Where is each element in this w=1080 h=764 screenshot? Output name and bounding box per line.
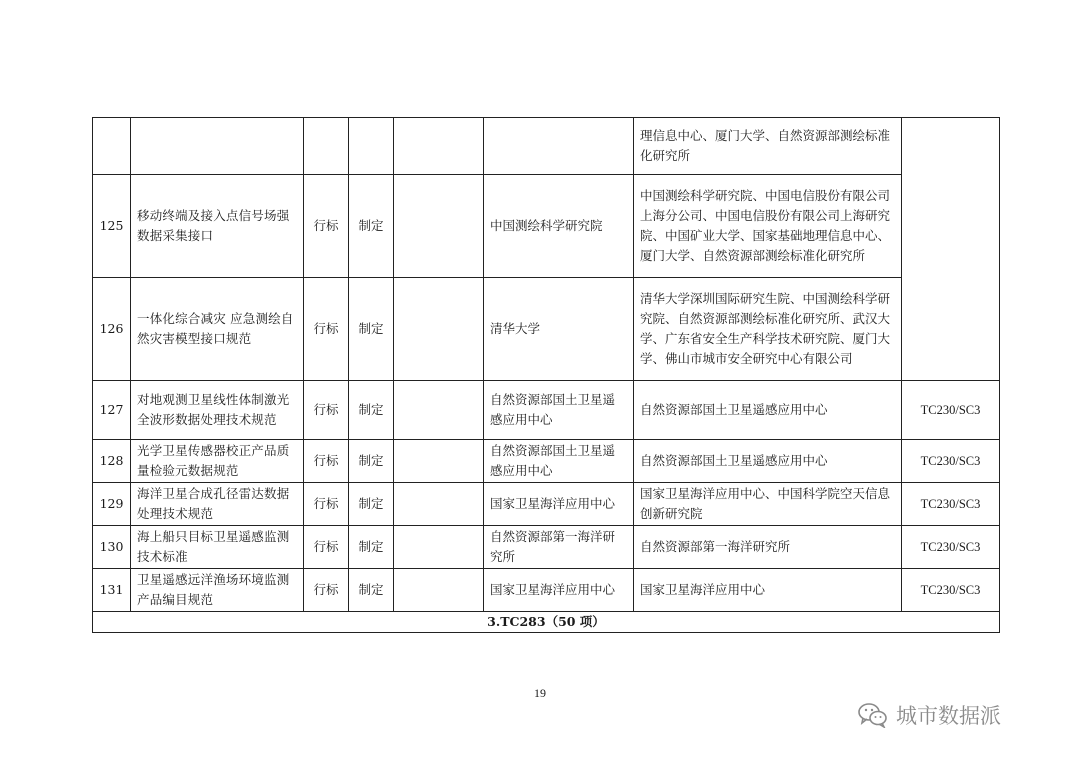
extra-cell	[394, 278, 484, 381]
standard-level: 行标	[304, 440, 349, 483]
committee-code: TC230/SC3	[902, 569, 1000, 612]
row-number: 125	[93, 175, 131, 278]
standard-name: 对地观测卫星线性体制激光全波形数据处理技术规范	[131, 381, 304, 440]
standard-level: 行标	[304, 569, 349, 612]
work-type: 制定	[349, 569, 394, 612]
lead-organization: 自然资源部第一海洋研究所	[484, 526, 634, 569]
table-row	[93, 278, 1000, 381]
standard-level: 行标	[304, 278, 349, 381]
standard-name: 海洋卫星合成孔径雷达数据处理技术规范	[131, 483, 304, 526]
standard-name: 卫星遥感远洋渔场环境监测产品编目规范	[131, 569, 304, 612]
partner-organizations: 清华大学深圳国际研究生院、中国测绘科学研究院、自然资源部测绘标准化研究所、武汉大学、广东省安全生产科学技术研究院、厦门大学、佛山市城市安全研究中心有限公司	[634, 278, 902, 381]
lead-organization: 自然资源部国土卫星遥感应用中心	[484, 440, 634, 483]
extra-cell	[394, 440, 484, 483]
work-type: 制定	[349, 175, 394, 278]
committee-cell	[902, 118, 1000, 381]
work-type: 制定	[349, 483, 394, 526]
extra-cell	[394, 118, 484, 175]
table-row	[93, 381, 1000, 440]
watermark	[858, 700, 1001, 730]
wechat-icon	[858, 702, 888, 728]
table-row	[93, 118, 1000, 175]
row-number: 131	[93, 569, 131, 612]
table-row	[93, 526, 1000, 569]
table-row	[93, 483, 1000, 526]
lead-organization: 国家卫星海洋应用中心	[484, 569, 634, 612]
partner-organizations: 中国测绘科学研究院、中国电信股份有限公司上海分公司、中国电信股份有限公司上海研究院、中国矿业大学、国家基础地理信息中心、厦门大学、自然资源部测绘标准化研究所	[634, 175, 902, 278]
table-row	[93, 569, 1000, 612]
partner-organizations: 自然资源部第一海洋研究所	[634, 526, 902, 569]
standard-name	[131, 118, 304, 175]
partner-organizations: 国家卫星海洋应用中心、中国科学院空天信息创新研究院	[634, 483, 902, 526]
lead-organization: 清华大学	[484, 278, 634, 381]
section-title: 3.TC283（50 项）	[93, 612, 1000, 633]
standard-level: 行标	[304, 381, 349, 440]
lead-organization	[484, 118, 634, 175]
row-number: 127	[93, 381, 131, 440]
standard-level	[304, 118, 349, 175]
work-type: 制定	[349, 381, 394, 440]
extra-cell	[394, 569, 484, 612]
work-type	[349, 118, 394, 175]
standard-level: 行标	[304, 483, 349, 526]
row-number	[93, 118, 131, 175]
section-row	[93, 612, 1000, 633]
extra-cell	[394, 483, 484, 526]
lead-organization: 中国测绘科学研究院	[484, 175, 634, 278]
standard-name: 一体化综合减灾 应急测绘自然灾害模型接口规范	[131, 278, 304, 381]
table-row	[93, 175, 1000, 278]
watermark-text: 城市数据派	[896, 704, 1001, 728]
committee-code: TC230/SC3	[902, 440, 1000, 483]
row-number: 126	[93, 278, 131, 381]
extra-cell	[394, 526, 484, 569]
standards-table	[92, 117, 1000, 633]
lead-organization: 自然资源部国土卫星遥感应用中心	[484, 381, 634, 440]
table-row	[93, 440, 1000, 483]
partner-organizations: 理信息中心、厦门大学、自然资源部测绘标准化研究所	[634, 118, 902, 175]
partner-organizations: 自然资源部国土卫星遥感应用中心	[634, 381, 902, 440]
committee-code: TC230/SC3	[902, 483, 1000, 526]
standard-name: 海上船只目标卫星遥感监测技术标准	[131, 526, 304, 569]
standard-name: 光学卫星传感器校正产品质量检验元数据规范	[131, 440, 304, 483]
extra-cell	[394, 381, 484, 440]
lead-organization: 国家卫星海洋应用中心	[484, 483, 634, 526]
committee-code: TC230/SC3	[902, 526, 1000, 569]
page-number: 19	[534, 686, 546, 700]
partner-organizations: 自然资源部国土卫星遥感应用中心	[634, 440, 902, 483]
work-type: 制定	[349, 278, 394, 381]
work-type: 制定	[349, 440, 394, 483]
row-number: 129	[93, 483, 131, 526]
row-number: 130	[93, 526, 131, 569]
row-number: 128	[93, 440, 131, 483]
standard-level: 行标	[304, 526, 349, 569]
partner-organizations: 国家卫星海洋应用中心	[634, 569, 902, 612]
standard-level: 行标	[304, 175, 349, 278]
work-type: 制定	[349, 526, 394, 569]
standard-name: 移动终端及接入点信号场强数据采集接口	[131, 175, 304, 278]
extra-cell	[394, 175, 484, 278]
committee-code: TC230/SC3	[902, 381, 1000, 440]
